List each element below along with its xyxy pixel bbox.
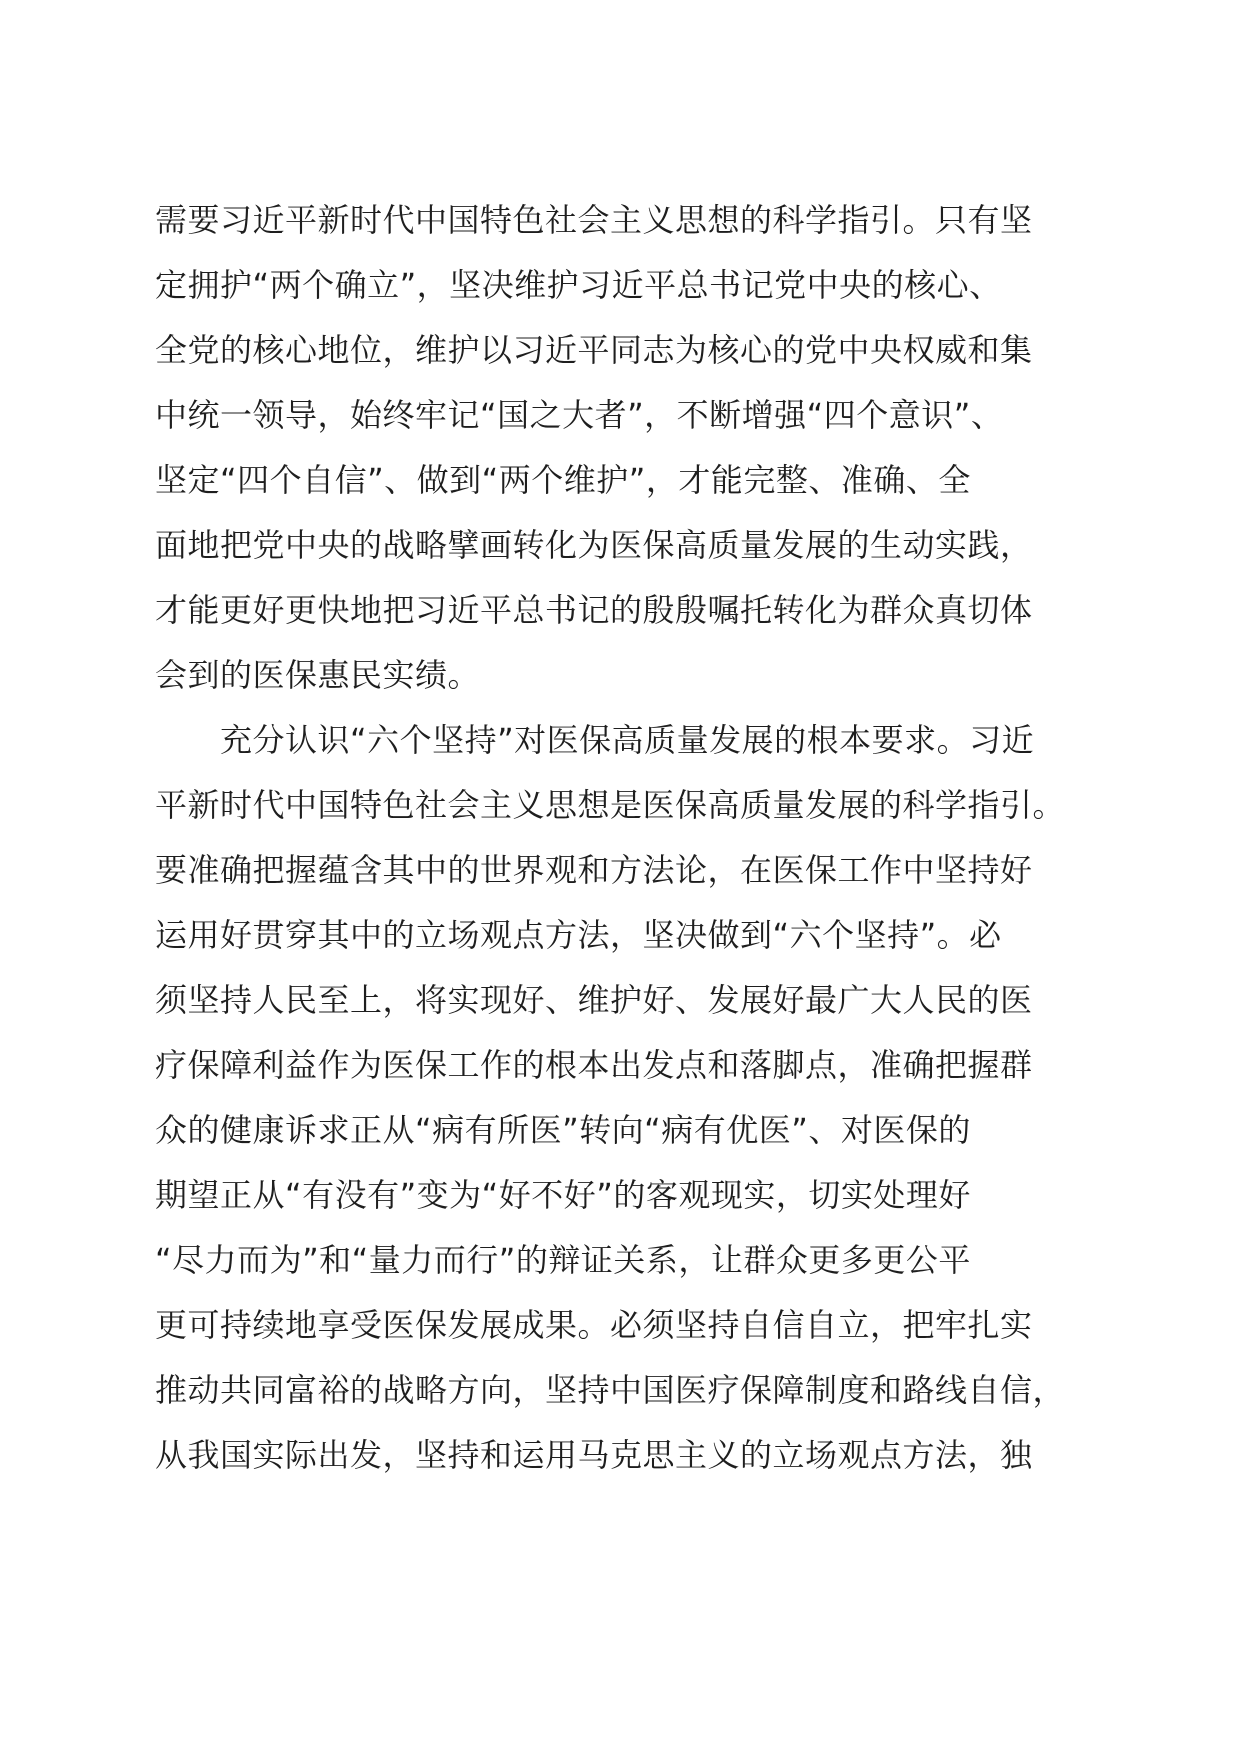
- text-line: 更可持续地享受医保发展成果。必须坚持自信自立，把牢扎实: [155, 1306, 1033, 1344]
- text-line: 众的健康诉求正从“病有所医”转向“病有优医”、对医保的: [155, 1111, 971, 1149]
- text-line: 面地把党中央的战略擘画转化为医保高质量发展的生动实践，: [155, 526, 1033, 564]
- text-line: 运用好贯穿其中的立场观点方法，坚决做到“六个坚持”。必: [155, 916, 1002, 954]
- text-line: 坚定“四个自信”、做到“两个维护”，才能完整、准确、全: [155, 461, 971, 499]
- text-line: 要准确把握蕴含其中的世界观和方法论，在医保工作中坚持好: [155, 851, 1033, 889]
- text-line: 定拥护“两个确立”，坚决维护习近平总书记党中央的核心、: [155, 266, 1002, 304]
- body-text: [155, 188, 1115, 1488]
- text-line: 推动共同富裕的战略方向，坚持中国医疗保障制度和路线自信，: [155, 1371, 1066, 1409]
- text-line: 会到的医保惠民实绩。: [155, 656, 481, 694]
- text-line: 从我国实际出发，坚持和运用马克思主义的立场观点方法，独: [155, 1436, 1033, 1474]
- text-line: 中统一领导，始终牢记“国之大者”，不断增强“四个意识”、: [155, 396, 1004, 434]
- text-line: 全党的核心地位，维护以习近平同志为核心的党中央权威和集: [155, 331, 1033, 369]
- text-line: 疗保障利益作为医保工作的根本出发点和落脚点，准确把握群: [155, 1046, 1033, 1084]
- text-line: “尽力而为”和“量力而行”的辩证关系，让群众更多更公平: [155, 1241, 971, 1279]
- text-line: 须坚持人民至上，将实现好、维护好、发展好最广大人民的医: [155, 981, 1033, 1019]
- text-line: 平新时代中国特色社会主义思想是医保高质量发展的科学指引。: [155, 786, 1066, 824]
- text-line: 期望正从“有没有”变为“好不好”的客观现实，切实处理好: [155, 1176, 971, 1214]
- text-line: 才能更好更快地把习近平总书记的殷殷嘱托转化为群众真切体: [155, 591, 1033, 629]
- text-line: 需要习近平新时代中国特色社会主义思想的科学指引。只有坚: [155, 201, 1033, 239]
- text-line: 充分认识“六个坚持”对医保高质量发展的根本要求。习近: [155, 721, 1035, 759]
